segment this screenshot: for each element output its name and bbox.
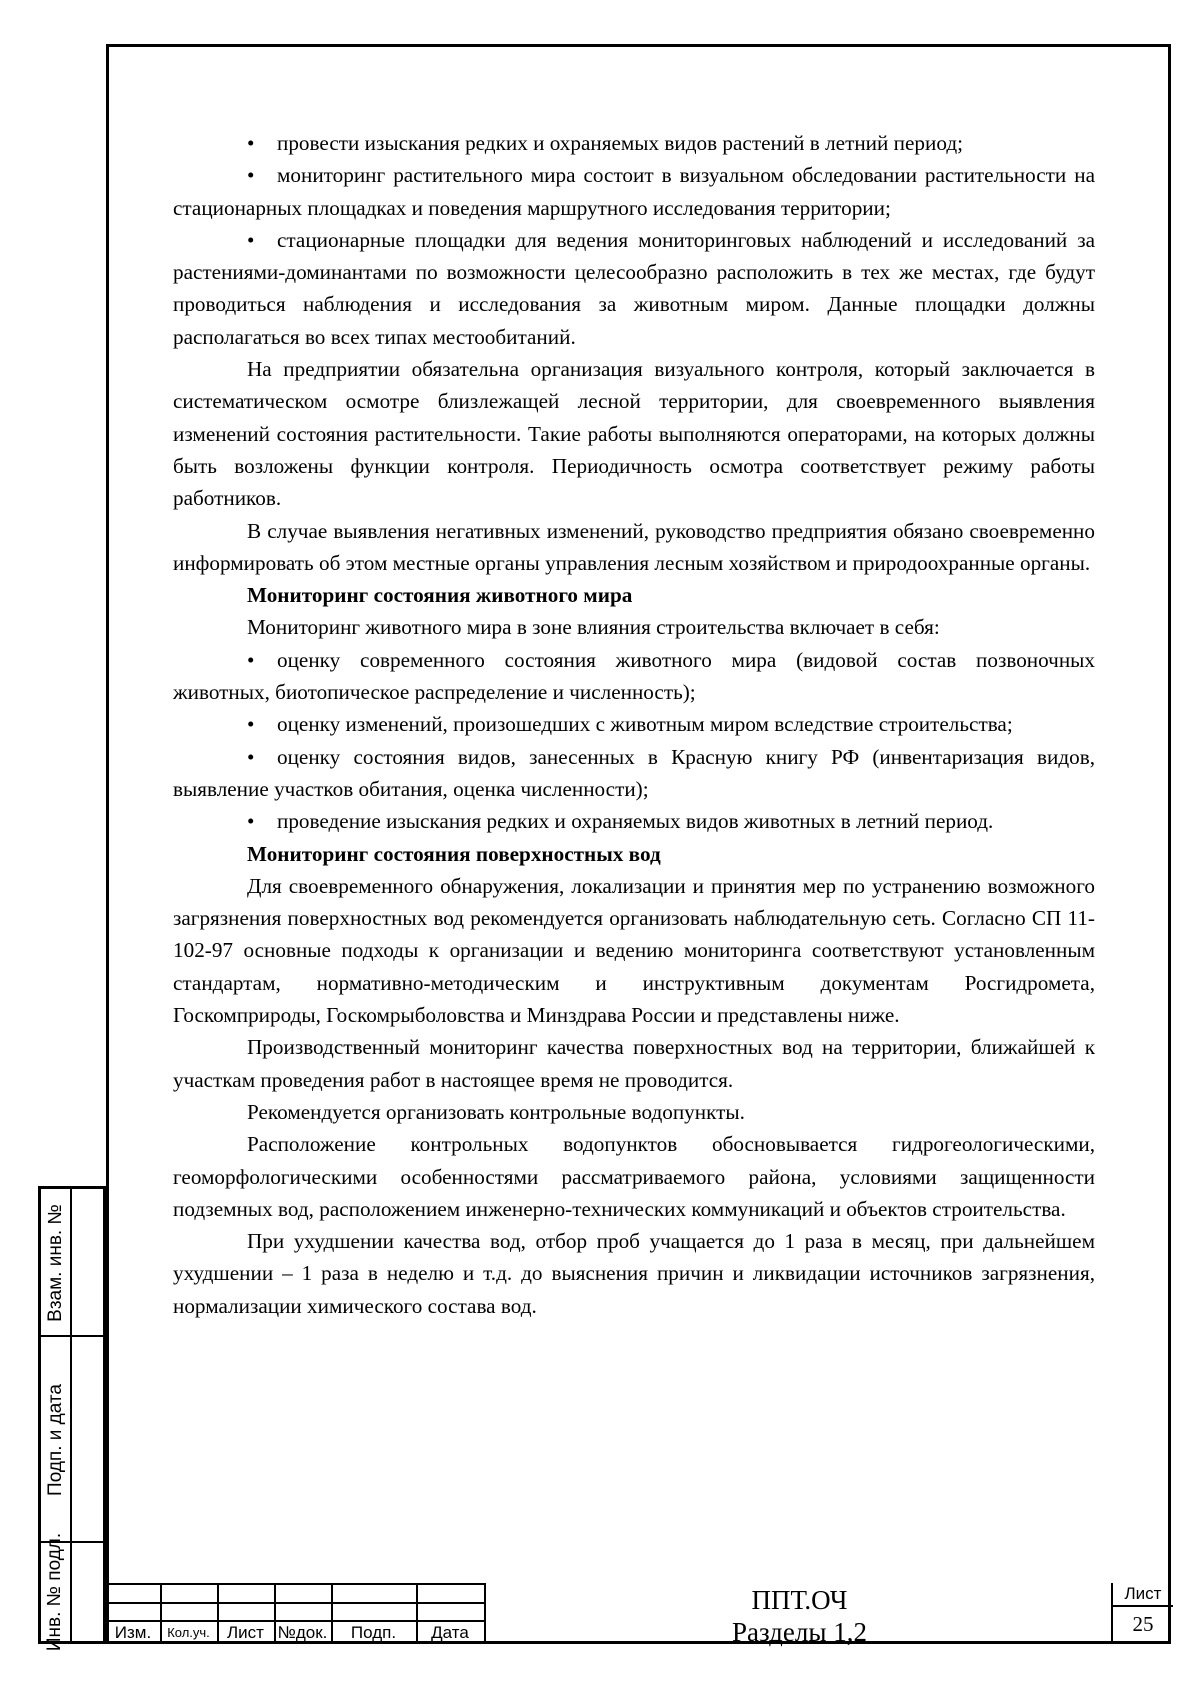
header-change: Изм.	[114, 1623, 152, 1642]
title-block	[106, 1583, 1171, 1647]
sheet-number: 25	[1132, 1612, 1154, 1636]
document-designation	[484, 1583, 1113, 1647]
header-signature: Подп.	[350, 1623, 397, 1642]
document-sections: Разделы 1,2	[731, 1617, 867, 1647]
bullet-paragraph: • провести изыскания редких и охраняемых видов растений в летний период;	[173, 127, 1095, 159]
side-label-signature-date: Подп. и дата	[44, 1384, 66, 1496]
body-paragraph: Рекомендуется организовать контрольные водопункты.	[247, 1099, 745, 1124]
sheet-label: Лист	[1113, 1583, 1173, 1607]
header-count: Кол.уч.	[167, 1625, 210, 1640]
side-label-original-inv: Инв. № подл.	[44, 1532, 66, 1652]
body-paragraph: Производственный мониторинг качества поверхностных вод на территории, ближайшей к участкам проведения работ в настоящее время не проводится.	[173, 1035, 1095, 1092]
revision-grid	[106, 1583, 484, 1644]
document-code: ППТ.ОЧ	[751, 1585, 848, 1615]
side-divider	[70, 1189, 72, 1641]
document-body	[173, 127, 1095, 1322]
sheet-box	[1111, 1583, 1173, 1644]
bullet-paragraph: • стационарные площадки для ведения мониторинговых наблюдений и исследований за растениями-доминантами по возможности целесообразно расположить в тех же местах, где будут проводиться наблюдения и исследования за животным миром. Данные площадки должны располагаться во всех типах местообитаний.	[173, 224, 1095, 353]
grid-line	[106, 1602, 484, 1604]
bullet-paragraph: • проведение изыскания редких и охраняемых видов животных в летний период.	[173, 805, 1095, 837]
bullet-paragraph: • оценку изменений, произошедших с животным миром вследствие строительства;	[173, 708, 1095, 740]
side-label-replacement-inv: Взам. инв. №	[44, 1204, 66, 1322]
side-stamp	[38, 1186, 106, 1652]
body-paragraph: Для своевременного обнаружения, локализации и принятия мер по устранению возможного загрязнения поверхностных вод рекомендуется организовать наблюдательную сеть. Согласно СП 11-102-97 основные подходы к организации и ведению мониторинга соответствуют установленным стандартам, нормативно-методическим и инструктивным документам Росгидромета, Госкомприроды, Госкомрыболовства и Минздрава России и представлены ниже.	[173, 873, 1095, 1028]
bullet-paragraph: • оценку состояния видов, занесенных в Красную книгу РФ (инвентаризация видов, выявление участков обитания, оценка численности);	[173, 741, 1095, 806]
header-doc-number: №док.	[277, 1623, 328, 1642]
body-paragraph: На предприятии обязательна организация визуального контроля, который заключается в систематическом осмотре близлежащей лесной территории, для своевременного выявления изменений состояния растительности. Такие работы выполняются операторами, на которых должны быть возложены функции контроля. Периодичность осмотра соответствует режиму работы работников.	[173, 357, 1095, 511]
header-date: Дата	[431, 1623, 469, 1642]
body-paragraph: При ухудшении качества вод, отбор проб учащается до 1 раза в месяц, при дальнейшем ухудшении – 1 раза в неделю и т.д. до выяснения причин и ликвидации источников загрязнения, нормализации химического состава вод.	[173, 1229, 1095, 1318]
body-paragraph: В случае выявления негативных изменений, руководство предприятия обязано своевременно информировать об этом местные органы управления лесным хозяйством и природоохранные органы.	[173, 518, 1095, 575]
body-paragraph: Расположение контрольных водопунктов обосновывается гидрогеологическими, геоморфологическими особенностями рассматриваемого района, условиями защищенности подземных вод, расположением инженерно-технических коммуникаций и объектов строительства.	[173, 1132, 1095, 1221]
bullet-paragraph: • мониторинг растительного мира состоит в визуальном обследовании растительности на стационарных площадках и поведения маршрутного исследования территории;	[173, 159, 1095, 224]
grid-line	[106, 1583, 484, 1585]
section-heading-fauna: Мониторинг состояния животного мира	[247, 583, 633, 608]
body-paragraph: Мониторинг животного мира в зоне влияния строительства включает в себя:	[247, 615, 940, 640]
header-sheet: Лист	[227, 1623, 264, 1642]
bullet-paragraph: • оценку современного состояния животного мира (видовой состав позвоночных животных, биотопическое распределение и численность);	[173, 644, 1095, 709]
section-heading-surface-water: Мониторинг состояния поверхностных вод	[247, 841, 661, 866]
